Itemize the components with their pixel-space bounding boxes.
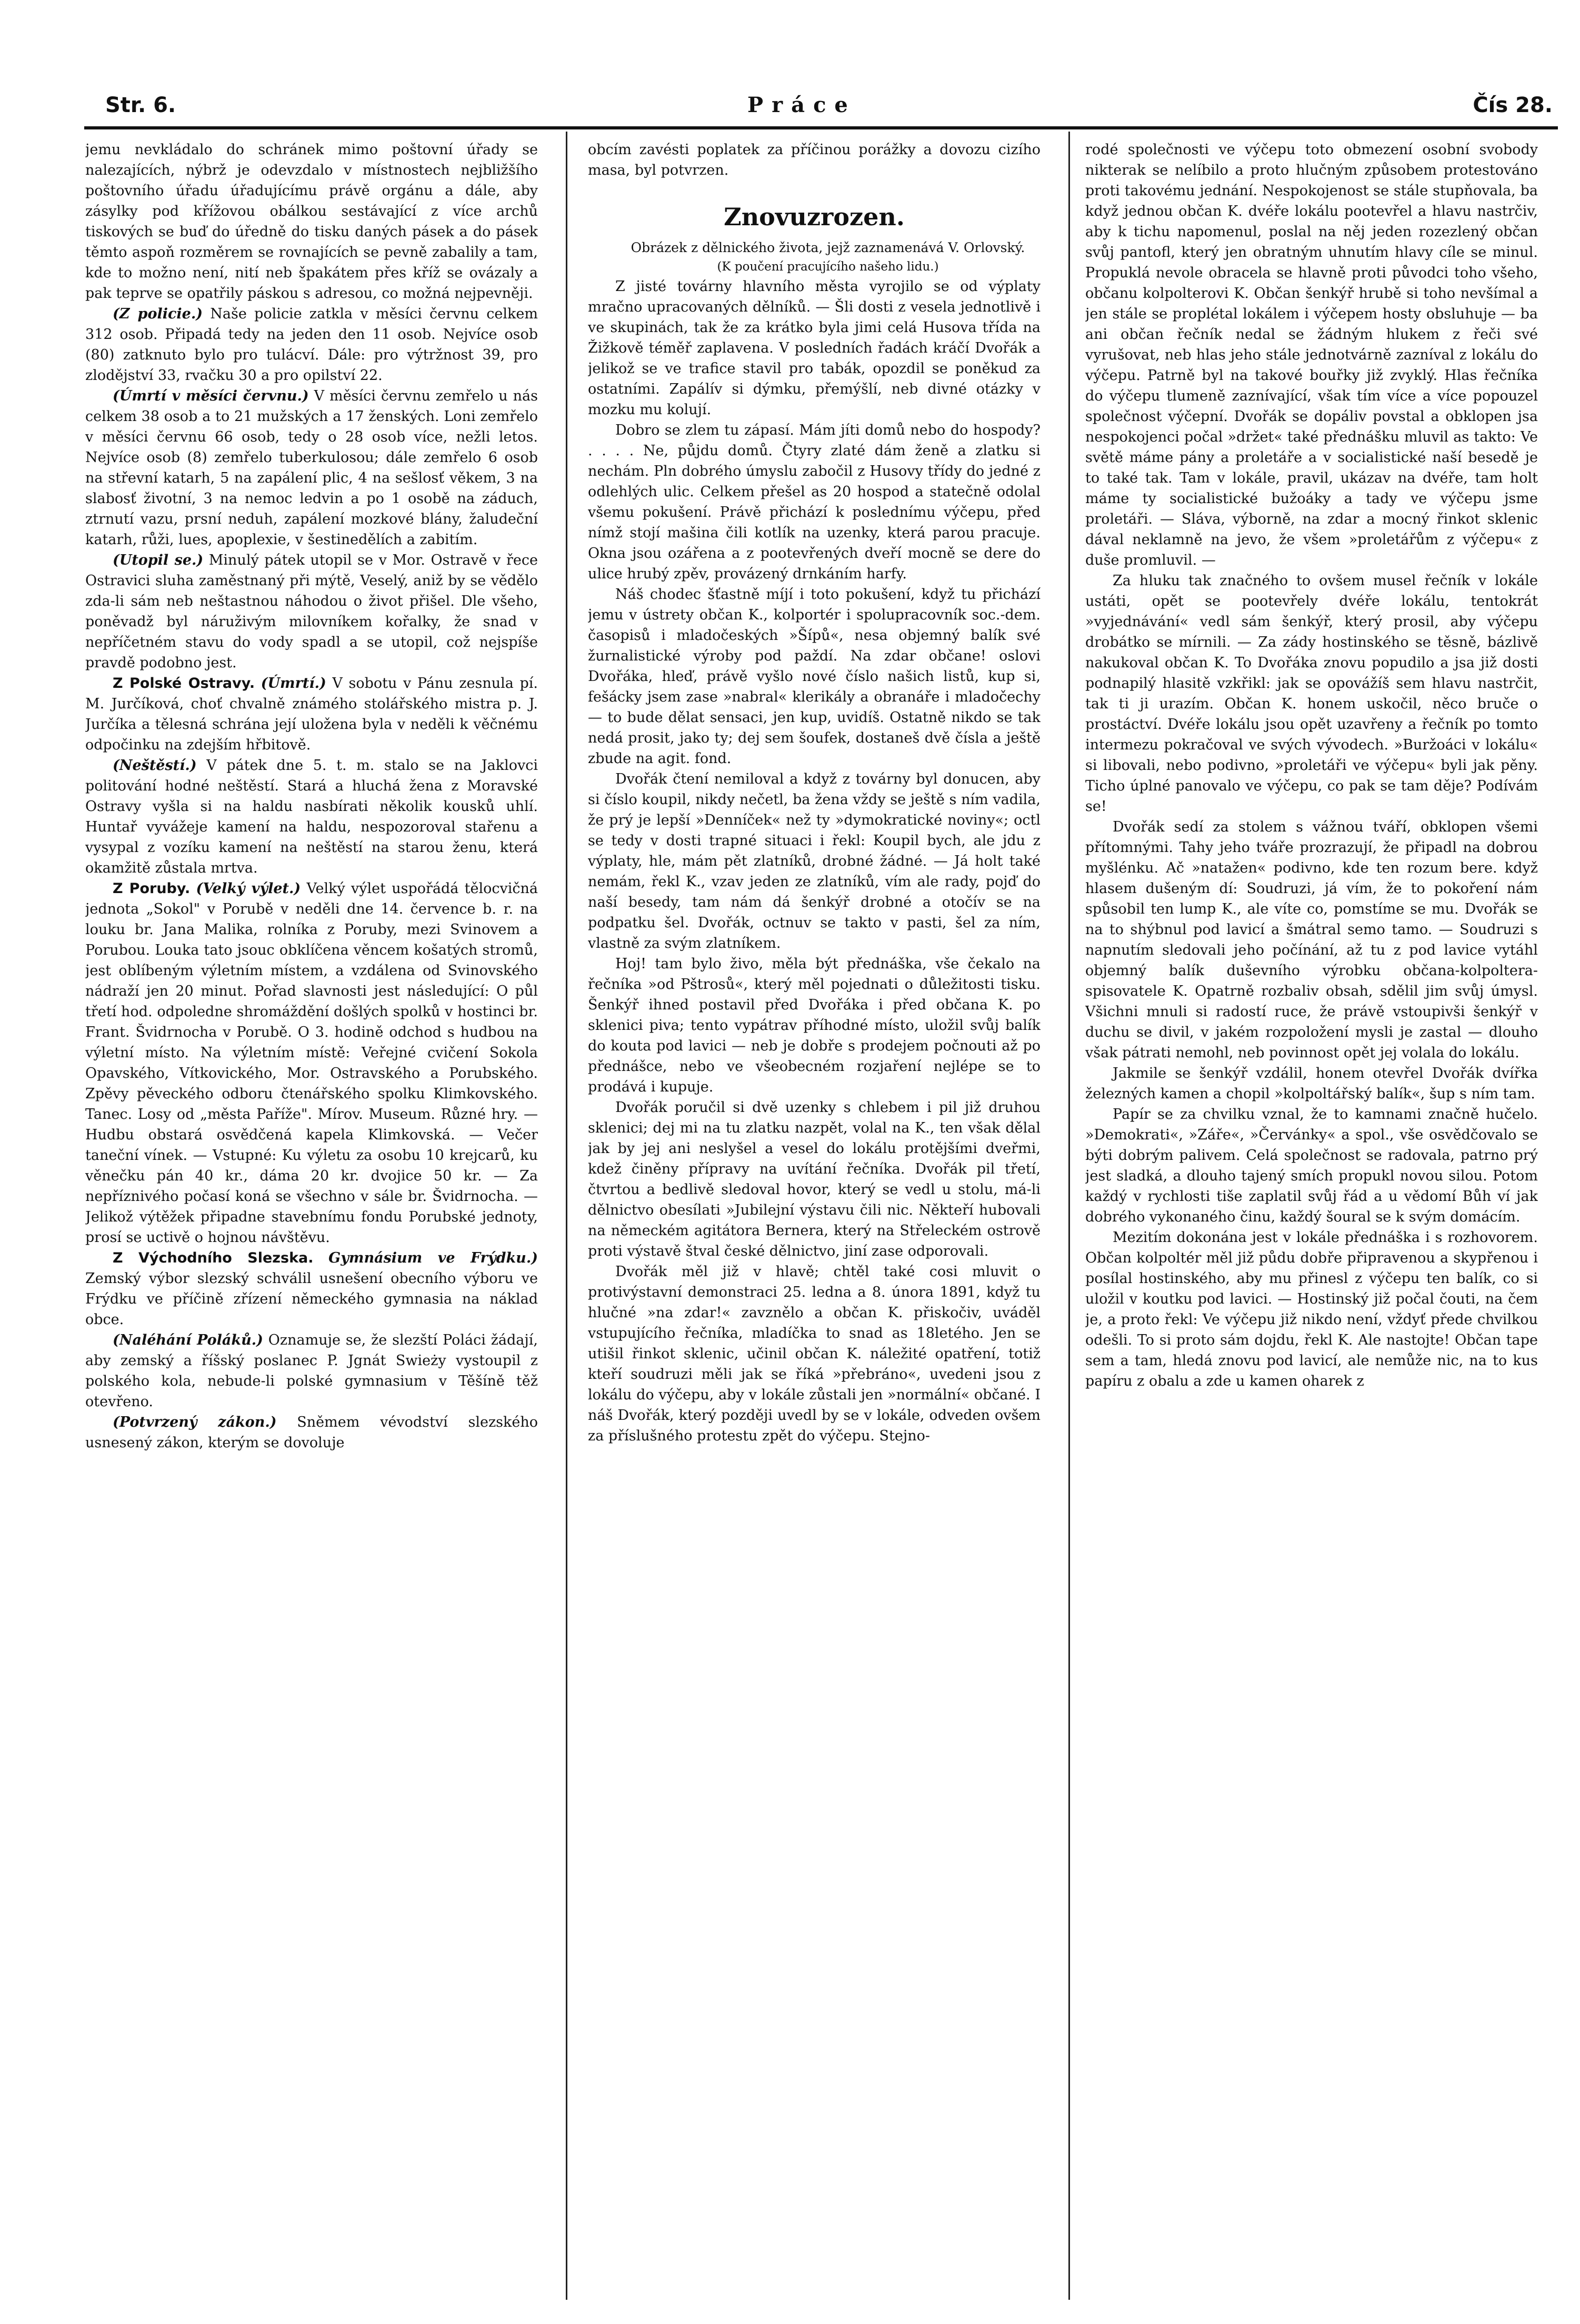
- place-heading: Z Východního Slezska.: [113, 1250, 314, 1266]
- paragraph-law: [85, 1412, 538, 1453]
- paragraph-lead: (Neštěstí.): [113, 757, 197, 774]
- story-paragraph: Dvořák poručil si dvě uzenky s chlebem i pil již druhou sklenici; dej mi na tu zlatku nazpět, volal na K., ten však dělal jak by jej ani neslyšel a vesel do lokálu protějšími dveřmi, kdež činěny přípravy na uvítání řečníka. Dvořák pil třetí, čtvrtou a bedlivě sledoval hovor, který se vedl u stolu, má-li dělnictvo obesílati »Jubilejní výstavu čili nic. Někteří hubovali na německém agitátora Bernera, který na Střeleckém ostrově proti výstavě štval české dělnictvo, jiní zase odporovali.: [588, 1099, 1041, 1259]
- paragraph-postal-rules: jemu nevkládalo do schránek mimo poštovní úřady se nalezajících, nýbrž je odevzdalo v místnostech nejbližšího poštovního úřadu úřadujícímu právě orgánu a dále, aby zásylky pod křížovou obálkou sestávající z více archů tiskových se buď do úředně do tisku daných pásek a do pásek těmto aspoň rozměrem se rovnajících se pevně zabalily a tam, kde to možno není, nití neb špakátem přes kříž se ovázaly a pak teprve se opatřily páskou s adresou, co možná nejpevněji.: [85, 142, 538, 302]
- story-paragraph: Papír se za chvilku vznal, že to kamnami značně hučelo. »Demokrati«, »Záře«, »Červánky« a spol., vše osvědčovalo se býti dobrým palivem. Celá společnost se radovala, patrno prý jest sladká, a dlouho tajený smích propukl novou silou. Potom každý v rychlosti tiše zaplatil svůj řád a u vědomí Bůh ví jak dobrého vykonaného činu, každý šoural se k svým domácím.: [1085, 1106, 1538, 1225]
- issue-number: Čís 28.: [1473, 93, 1553, 117]
- place-heading: Z Poruby.: [113, 880, 191, 897]
- column-rule-1: [566, 132, 567, 2300]
- story-paragraph: Za hluku tak značného to ovšem musel řečník v lokále ustáti, opět se pootevřely dvéře lokálu, tentokrát »vyjednávání« vedl sám šenkýř, který prosil, aby výčepu drobátko se mírnili. — Za zády hostinského se těsně, bázlivě nakukoval občan K. To Dvořáka znovu popudilo a jsa již dosti podnapilý hlasitě vzkřikl: jak se opovážíš sem hlavu nastrčit, tak ti ji urazím. Občan K. honem uskočil, něco bruče o prostáctví. Dvéře lokálu jsou opět uzavřeny a řečník po tomto intermezu pokračoval ve svých vývodech. »Buržoáci v lokálu« si libovali, nebo podivno, »proletáři ve výčepu« byli jak pěny. Ticho úplné panovalo ve výčepu, co pak se tam děje? Podívám se!: [1085, 573, 1538, 815]
- column-rule-2: [1068, 132, 1070, 2300]
- article-subtitle-note: (K poučení pracujícího našeho lidu.): [717, 260, 939, 274]
- paragraph-text: V pátek dne 5. t. m. stalo se na Jaklovci politování hodné neštěstí. Stará a hluchá žena z Moravské Ostravy vyšla si na haldu nasbírati několik kousků uhlí. Huntař vyvážeje kamení na haldu, nespozoroval stařenu a vysypal z vozíku kamení na neštěstí na starou ženu, která okamžitě zůstala mrtva.: [85, 757, 538, 876]
- paragraph-text: Oznamuje se, že slezští Poláci žádají, aby zemský a říšský poslanec P. Jgnát Swieży vystoupil z polského kola, nebude-li polské gymnasium v Těšíně těž otevřeno.: [85, 1332, 538, 1410]
- paragraph-lead: (Potvrzený zákon.): [113, 1414, 277, 1430]
- story-paragraph: Dvořák měl již v hlavě; chtěl také cosi mluvit o protivýstavní demonstraci 25. ledna a 8. února 1891, když tu hlučné »na zdar!« zavznělo a občan K. přiskočiv, uváděl vstupujícího řečníka, mladíčka to snad as 18letého. Jen se utišil řinkot sklenic, učinil občan K. náležité opatření, totiž kteří soudruzi měli jak se říká »přebráno«, uvedeni jsou z lokálu do výčepu, aby v lokále zůstali jen »normální« občané. I náš Dvořák, který později uvedl by se v lokále, odveden ovšem za příslušného protestu zpět do výčepu. Stejno-: [588, 1264, 1041, 1444]
- story-paragraph: Dvořák čtení nemiloval a když z továrny byl donucen, aby si číslo koupil, nikdy nečetl, ba žena vždy se ještě s ním vadila, že prý je lepší »Denníček« než ty »dymokratické noviny«; octl se tedy v dosti trapné situaci i řekl: Koupil bych, ale jdu z výplaty, hle, mám pět zlatníků, drobné žádné. — Já holt také nemám, řekl K., vzav jeden ze zlatníků, vím ale rady, pojď do naší besedy, tam nám dá šenkýř drobné a otočív se na podpatku šel. Dvořák, octnuv se takto v pasti, šel za ním, vlastně za svým zlatníkem.: [588, 771, 1041, 951]
- place-heading: Z Polské Ostravy.: [113, 675, 255, 692]
- page-header: [105, 89, 1553, 121]
- paragraph-poles: [85, 1330, 538, 1412]
- paragraph-lead: (Z policie.): [113, 306, 203, 322]
- paragraph-text: Sněmem vévodství slezského usnesený zákon, kterým se dovoluje: [85, 1414, 538, 1451]
- paragraph-lead: (Úmrtí v měsíci červnu.): [113, 388, 309, 404]
- page-number: Str. 6.: [105, 93, 176, 117]
- newspaper-title: Práce: [747, 93, 856, 117]
- paragraph-lead: (Naléhání Poláků.): [113, 1332, 263, 1348]
- story-paragraph: Z jisté továrny hlavního města vyrojilo se od výplaty mračno upracovaných dělníků. — Šli dosti z vesela jednotlivě i ve skupinách, tak že za krátko byla jimi celá Husova třída na Žižkově téměř zaplavena. V posledních řadách kráčí Dvořák a jelikož se ve trafice stavil pro tabák, opozdil se poněkud za ostatními. Zapálív si dýmku, přemýšlí, neb divné otázky v mozku mu kolují.: [588, 278, 1041, 418]
- story-paragraph: Mezitím dokonána jest v lokále přednáška i s rozhovorem. Občan kolpoltér měl již půdu dobře připravenou a skypřenou i posílal hostinského, aby mu přinesl z výčepu ten balík, co si uložil v koutku pod lavici. — Hostinský již počal čouti, na čem je, a proto řekl: Ve výčepu již nikdo není, vždyť přede chvilkou odešli. To si proto sám dojdu, řekl K. Ale nastojte! Občan tape sem a tam, hledá znovu pod lavicí, ale nemůže nic, na to kus papíru z obalu a zde u kamen oharek z: [1085, 1229, 1538, 1389]
- paragraph-poruba: [85, 878, 538, 1248]
- story-paragraph: Dvořák sedí za stolem s vážnou tváří, obklopen všemi přítomnými. Tahy jeho tváře prozrazují, že připadl na dobrou myšlénku. Ač »natažen« podivno, kde ten rozum bere. když hlasem dušeným dí: Soudruzi, já vím, že to pokoření nám spůsobil ten lump K., ale víte co, pomstíme se mu. Dvořák se na to shýbnul pod lavicí a šmátral semo tamo. — Soudruzi s napnutím sledovali jeho počínání, až tu z pod lavice vytáhl objemný balík duševního výrobku občana-kolpoltera-spisovatele K. Opatrně rozbaliv obsah, sdělil jim svůj úmysl. Všichni mnuli si radostí ruce, že právě vstoupivši šenkýř v duchu se divil, v jakém rozpoložení mysli je zastal — dlouho však pátrati nemohl, neb povinnost opět jej volala do lokálu.: [1085, 819, 1538, 1061]
- paragraph-deaths: [85, 386, 538, 550]
- paragraph-text: Zemský výbor slezský schválil usnešení obecního výboru ve Frýdku ve příčině zřízení německého gymnasia na náklad obce.: [85, 1270, 538, 1328]
- paragraph-police: [85, 304, 538, 386]
- paragraph-east-silesia: [85, 1248, 538, 1330]
- paragraph-polska-ostrava: [85, 673, 538, 755]
- story-paragraph: Hoj! tam bylo živo, měla být přednáška, vše čekalo na řečníka »od Pštrosů«, který měl pojednati o důležitosti tisku. Šenkýř ihned postavil před Dvořáka i před občana K. po sklenici piva; tento vypátrav příhodné místo, uložil svůj balík do kouta pod lavici — neb je dobře s prodejem počnouti až po přednášce, nebo ve všeobecném rozjaření nejlépe se to prodává i kupuje.: [588, 956, 1041, 1095]
- paragraph-text: Velký výlet uspořádá tělocvičná jednota „Sokol" v Porubě v neděli dne 14. července b. r. na louku br. Jana Malika, rolníka z Poruby, mezi Svinovem a Porubou. Louka tato jsouc obklíčena věncem košatých stromů, jest oblíbeným výletním místem, a vzdálena od Svinovského nádraží jen 20 minut. Pořad slavnosti jest následující: O půl třetí hod. odpoledne shromáždění došlých spolků v hostinci br. Frant. Švidrnocha v Porubě. O 3. hodině odchod s hudbou na výletní místo. Na výletním místě: Veřejné cvičení Sokola Opavského, Vítkovického, Mor. Ostravského a Porubského. Zpěvy pěveckého odboru čtenářského spolku Klimkovského. Tanec. Losy od „města Paříže". Mírov. Museum. Různé hry. — Hudbu obstará osvědčená kapela Klimkovská. — Večer taneční vínek. — Vstupné: Ku výletu za osobu 10 krejcarů, ku věnečku pán 40 kr., dáma 20 kr. dvojice 50 kr. — Za nepříznivého počasí koná se všechno v sále br. Švidrnocha. — Jelikož výtěžek připadne stavebnímu fondu Porubské jednoty, prosí se uctivě o hojnou návštěvu.: [85, 880, 538, 1246]
- column-2: [588, 139, 1041, 2302]
- paragraph-text: V sobotu v Pánu zesnula pí. M. Jurčíková, choť chvalně známého stolářského mistra p. J. Jurčíka a tělesná schrána její uložena byla v neděli k věčnému odpočinku na zdejším hřbitově.: [85, 675, 538, 753]
- paragraph-lead: Gymnásium ve Frýdku.): [328, 1250, 538, 1266]
- column-1: [85, 139, 538, 2302]
- story-paragraph: Dobro se zlem tu zápasí. Mám jíti domů nebo do hospody? . . . . Ne, půjdu domů. Čtyry zlaté dám ženě a zlatku si nechám. Pln dobrého úmyslu zabočil z Husovy třídy do jedné z odlehlých ulic. Celkem přešel as 20 hospod a statečně odolal všemu pokušení. Právě přichází k poslednímu výčepu, před nímž stojí mašina čili kotlík na uzenky, která parou pracuje. Okna jsou ozářena a z pootevřených dveří mocně se dere do ulice hrubý zpěv, provázený drnkáním harfy.: [588, 422, 1041, 582]
- paragraph-text: Naše policie zatkla v měsíci červnu celkem 312 osob. Připadá tedy na jeden den 11 osob. Nejvíce osob (80) zatknuto bylo pro tulácví. Dále: pro výtržnost 39, pro zlodějství 33, rvačku 30 a pro opilství 22.: [85, 306, 538, 384]
- paragraph-lead: (Velký výlet.): [196, 880, 301, 897]
- paragraph-text: V měsíci červnu zemřelo u nás celkem 38 osob a to 21 mužských a 17 ženských. Loni zemřelo v měsíci červnu 66 osob, tedy o 28 osob více, nežli letos. Nejvíce osob (8) zemřelo tuberkulosou; dále zemřelo 6 osob na střevní katarh, 5 na zapálení plic, 4 na sešlosť věkem, 3 na slabosť životní, 3 na nemoc ledvin a po 1 osobě na záduch, ztrnutí vazu, prsní neduh, zapálení mozkové blány, žaludeční katarh, růži, lues, apoplexie, v šestinedělích a zabitím.: [85, 388, 538, 548]
- story-paragraph: rodé společnosti ve výčepu toto obmezení osobní svobody nikterak se nelíbilo a proto hlučným způsobem protestováno proti takovému jednání. Nespokojenost se stále stupňovala, ba když jednou občan K. dvéře lokálu pootevřel a hlavu nastrčiv, aby k tichu napomenul, poslal na něj jeden rozezlený občan svůj pantofl, který jen obratným uhnutím hlavy cíle se minul. Propuklá nevole obracela se hlavně proti původci toho všeho, občanu kolpolterovi K. Občan šenkýř hrubě si toho nevšímal a jen stále se proplétal lokálem i výčepem hosty obsluhuje — ba ani občan řečník nedal se žádným hlukem z řeči své vyrušovat, neb hlas jeho stále jednotvárně zazníval z lokálu do výčepu. Patrně byl na takové bouřky již zvyklý. Hlas řečníka do výčepu tlumeně zaznívající, však tím více a více popouzel společnost výčepní. Dvořák se dopáliv povstal a obklopen jsa nespokojenci počal »držet« také přednášku mluvil as takto: Ve světě máme pány a proletáře a v socialistické naší besedě je to také tak. Tam v lokále, pravil, ukázav na dvéře, tam holt máme ty socialistické bužoáky a tady ve výčepu jsme proletáři. — Sláva, výborně, na zdar a mocný řinkot sklenic dával neklamně na jevo, že všem »proletářům z výčepu« z duše promluvil. —: [1085, 142, 1538, 568]
- column-3: [1085, 139, 1538, 2302]
- story-paragraph: Jakmile se šenkýř vzdálil, honem otevřel Dvořák dvířka železných kamen a chopil »kolpoltářský balík«, šup s ním tam.: [1085, 1065, 1538, 1102]
- article-subtitle: Obrázek z dělnického života, jejž zaznamenává V. Orlovský.: [631, 240, 1025, 255]
- paragraph-drowned: [85, 550, 538, 673]
- paragraph-text: Minulý pátek utopil se v Mor. Ostravě v řece Ostravici sluha zaměstnaný při mýtě, Veselý, aniž by se vědělo zda-li sám neb neštastnou náhodou o život přišel. Dle všeho, poněvadž byl náruživým milovníkem kořalky, že snad v nepříčetném stavu do vody spadl a se utopil, což nejspíše pravdě podobno jest.: [85, 552, 538, 671]
- paragraph-lead: (Utopil se.): [113, 552, 204, 568]
- paragraph-lead: (Úmrtí.): [261, 675, 326, 692]
- paragraph-continuation: obcím zavésti poplatek za příčinou porážky a dovozu cizího masa, byl potvrzen.: [588, 142, 1041, 178]
- header-rule: [84, 126, 1558, 129]
- paragraph-accident: [85, 755, 538, 878]
- article-title: Znovuzrozen.: [724, 203, 905, 231]
- story-paragraph: Náš chodec šťastně míjí i toto pokušení, když tu přichází jemu v ústrety občan K., kolportér i spolupracovník soc.-dem. časopisů i mladočeských »Šípů«, nesa objemný balík své žurnalistické výroby pod paždí. Na zdar občane! oslovi Dvořáka, hleď, právě vyšlo nové číslo našich listů, kup si, fešácky jsem zase »nabral« klerikály a obranáře i mladočechy — to bude dělat sensaci, jen kup, uvidíš. Ostatně nikdo se tak nedá prosit, jako ty; dej sem šoufek, dostaneš dvě čísla a ještě zbude na agit. fond.: [588, 586, 1041, 767]
